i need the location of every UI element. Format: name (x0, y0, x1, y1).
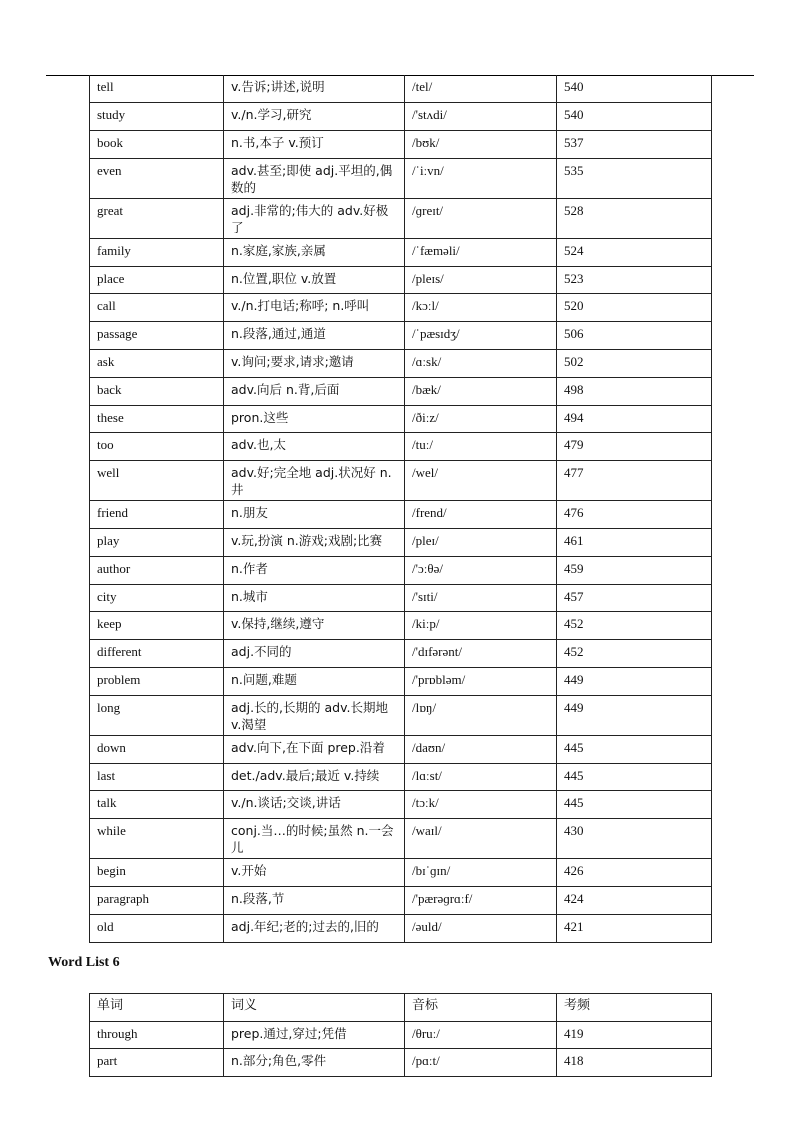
word-cell: back (90, 377, 224, 405)
frequency-cell: 540 (557, 75, 712, 103)
phonetic-cell: /θruː/ (405, 1021, 557, 1049)
phonetic-cell: /tuː/ (405, 433, 557, 461)
phonetic-cell: /'ɔːθə/ (405, 556, 557, 584)
table-row (90, 735, 712, 763)
word-cell: friend (90, 501, 224, 529)
word-table-continued (89, 75, 712, 943)
word-cell: begin (90, 859, 224, 887)
frequency-cell: 421 (557, 914, 712, 942)
phonetic-cell: /frend/ (405, 501, 557, 529)
meaning-cell: n.城市 (224, 584, 405, 612)
phonetic-cell: /daʊn/ (405, 735, 557, 763)
meaning-cell: n.问题,难题 (224, 668, 405, 696)
phonetic-cell: /waɪl/ (405, 819, 557, 859)
frequency-cell: 452 (557, 640, 712, 668)
word-cell: old (90, 914, 224, 942)
phonetic-cell: /ˈiːvn/ (405, 158, 557, 198)
word-cell: place (90, 266, 224, 294)
word-cell: paragraph (90, 887, 224, 915)
phonetic-cell: /'stʌdi/ (405, 103, 557, 131)
frequency-cell: 419 (557, 1021, 712, 1049)
table-row (90, 1049, 712, 1077)
table-row (90, 859, 712, 887)
frequency-cell: 461 (557, 529, 712, 557)
meaning-cell: v.告诉;讲述,说明 (224, 75, 405, 103)
meaning-cell: prep.通过,穿过;凭借 (224, 1021, 405, 1049)
meaning-cell: n.位置,职位 v.放置 (224, 266, 405, 294)
meaning-cell: adj.长的,长期的 adv.长期地 v.渴望 (224, 695, 405, 735)
table-row (90, 131, 712, 159)
word-cell: city (90, 584, 224, 612)
meaning-cell: adv.也,太 (224, 433, 405, 461)
frequency-cell: 457 (557, 584, 712, 612)
word-cell: talk (90, 791, 224, 819)
frequency-cell: 418 (557, 1049, 712, 1077)
frequency-cell: 502 (557, 350, 712, 378)
word-list-6-body (90, 1021, 712, 1076)
meaning-cell: v./n.打电话;称呼; n.呼叫 (224, 294, 405, 322)
phonetic-cell: /'pærəɡrɑːf/ (405, 887, 557, 915)
phonetic-cell: /pleɪ/ (405, 529, 557, 557)
phonetic-cell: /lɒŋ/ (405, 695, 557, 735)
phonetic-cell: /bæk/ (405, 377, 557, 405)
word-cell: while (90, 819, 224, 859)
table-row (90, 668, 712, 696)
frequency-cell: 537 (557, 131, 712, 159)
meaning-cell: v.询问;要求,请求;邀请 (224, 350, 405, 378)
table-row (90, 584, 712, 612)
phonetic-cell: /ˈfæməli/ (405, 238, 557, 266)
word-cell: through (90, 1021, 224, 1049)
table-header-row (90, 994, 712, 1022)
section-title: Word List 6 (48, 955, 120, 970)
meaning-cell: n.段落,节 (224, 887, 405, 915)
frequency-cell: 528 (557, 198, 712, 238)
phonetic-cell: /kɔːl/ (405, 294, 557, 322)
frequency-cell: 445 (557, 735, 712, 763)
meaning-cell: n.部分;角色,零件 (224, 1049, 405, 1077)
phonetic-cell: /pɑːt/ (405, 1049, 557, 1077)
table-row (90, 322, 712, 350)
meaning-cell: n.家庭,家族,亲属 (224, 238, 405, 266)
word-cell: book (90, 131, 224, 159)
meaning-cell: v.玩,扮演 n.游戏;戏剧;比赛 (224, 529, 405, 557)
table-row (90, 294, 712, 322)
word-list-6-table (89, 993, 712, 1077)
frequency-cell: 476 (557, 501, 712, 529)
frequency-cell: 540 (557, 103, 712, 131)
table-row (90, 377, 712, 405)
frequency-cell: 520 (557, 294, 712, 322)
frequency-cell: 445 (557, 791, 712, 819)
meaning-cell: adv.甚至;即使 adj.平坦的,偶数的 (224, 158, 405, 198)
frequency-cell: 449 (557, 668, 712, 696)
table-row (90, 556, 712, 584)
meaning-cell: n.朋友 (224, 501, 405, 529)
table-row (90, 433, 712, 461)
table-row (90, 405, 712, 433)
table-row (90, 350, 712, 378)
phonetic-cell: /bɪˈɡɪn/ (405, 859, 557, 887)
word-cell: even (90, 158, 224, 198)
meaning-cell: adv.向后 n.背,后面 (224, 377, 405, 405)
meaning-cell: pron.这些 (224, 405, 405, 433)
table-row (90, 914, 712, 942)
table-row (90, 158, 712, 198)
phonetic-cell: /əuld/ (405, 914, 557, 942)
word-cell: play (90, 529, 224, 557)
frequency-cell: 445 (557, 763, 712, 791)
word-cell: author (90, 556, 224, 584)
header-frequency: 考频 (557, 994, 712, 1022)
header-word: 单词 (90, 994, 224, 1022)
header-meaning: 词义 (224, 994, 405, 1022)
frequency-cell: 424 (557, 887, 712, 915)
phonetic-cell: /tel/ (405, 75, 557, 103)
table-row (90, 819, 712, 859)
phonetic-cell: /'sɪti/ (405, 584, 557, 612)
word-cell: last (90, 763, 224, 791)
word-cell: well (90, 461, 224, 501)
word-cell: long (90, 695, 224, 735)
meaning-cell: v./n.学习,研究 (224, 103, 405, 131)
phonetic-cell: /tɔːk/ (405, 791, 557, 819)
meaning-cell: v.保持,继续,遵守 (224, 612, 405, 640)
table-row (90, 887, 712, 915)
frequency-cell: 506 (557, 322, 712, 350)
frequency-cell: 449 (557, 695, 712, 735)
meaning-cell: conj.当…的时候;虽然 n.一会儿 (224, 819, 405, 859)
frequency-cell: 430 (557, 819, 712, 859)
frequency-cell: 477 (557, 461, 712, 501)
table-row (90, 695, 712, 735)
word-cell: call (90, 294, 224, 322)
meaning-cell: adv.好;完全地 adj.状况好 n.井 (224, 461, 405, 501)
phonetic-cell: /wel/ (405, 461, 557, 501)
word-cell: great (90, 198, 224, 238)
frequency-cell: 494 (557, 405, 712, 433)
frequency-cell: 535 (557, 158, 712, 198)
phonetic-cell: /bʊk/ (405, 131, 557, 159)
phonetic-cell: /ɑːsk/ (405, 350, 557, 378)
table-row (90, 529, 712, 557)
table-row (90, 612, 712, 640)
word-cell: ask (90, 350, 224, 378)
frequency-cell: 459 (557, 556, 712, 584)
meaning-cell: n.作者 (224, 556, 405, 584)
word-cell: keep (90, 612, 224, 640)
phonetic-cell: /kiːp/ (405, 612, 557, 640)
meaning-cell: adj.年纪;老的;过去的,旧的 (224, 914, 405, 942)
word-cell: part (90, 1049, 224, 1077)
table-row (90, 1021, 712, 1049)
table-row (90, 103, 712, 131)
phonetic-cell: /ðiːz/ (405, 405, 557, 433)
word-cell: different (90, 640, 224, 668)
frequency-cell: 523 (557, 266, 712, 294)
word-cell: tell (90, 75, 224, 103)
frequency-cell: 479 (557, 433, 712, 461)
frequency-cell: 524 (557, 238, 712, 266)
word-cell: too (90, 433, 224, 461)
phonetic-cell: /pleɪs/ (405, 266, 557, 294)
meaning-cell: adv.向下,在下面 prep.沿着 (224, 735, 405, 763)
meaning-cell: v./n.谈话;交谈,讲话 (224, 791, 405, 819)
meaning-cell: v.开始 (224, 859, 405, 887)
phonetic-cell: /'dɪfərənt/ (405, 640, 557, 668)
meaning-cell: det./adv.最后;最近 v.持续 (224, 763, 405, 791)
table-row (90, 238, 712, 266)
phonetic-cell: /'prɒbləm/ (405, 668, 557, 696)
table-row (90, 791, 712, 819)
word-cell: down (90, 735, 224, 763)
table-row (90, 198, 712, 238)
word-cell: problem (90, 668, 224, 696)
word-cell: these (90, 405, 224, 433)
table-row (90, 75, 712, 103)
meaning-cell: n.段落,通过,通道 (224, 322, 405, 350)
meaning-cell: adj.非常的;伟大的 adv.好极了 (224, 198, 405, 238)
meaning-cell: n.书,本子 v.预订 (224, 131, 405, 159)
frequency-cell: 426 (557, 859, 712, 887)
word-table-body (90, 75, 712, 942)
meaning-cell: adj.不同的 (224, 640, 405, 668)
frequency-cell: 498 (557, 377, 712, 405)
header-phonetic: 音标 (405, 994, 557, 1022)
table-row (90, 461, 712, 501)
table-row (90, 266, 712, 294)
phonetic-cell: /ˈpæsɪdʒ/ (405, 322, 557, 350)
word-cell: study (90, 103, 224, 131)
word-cell: family (90, 238, 224, 266)
phonetic-cell: /lɑːst/ (405, 763, 557, 791)
table-row (90, 501, 712, 529)
frequency-cell: 452 (557, 612, 712, 640)
table-row (90, 640, 712, 668)
table-row (90, 763, 712, 791)
phonetic-cell: /ɡreɪt/ (405, 198, 557, 238)
word-cell: passage (90, 322, 224, 350)
